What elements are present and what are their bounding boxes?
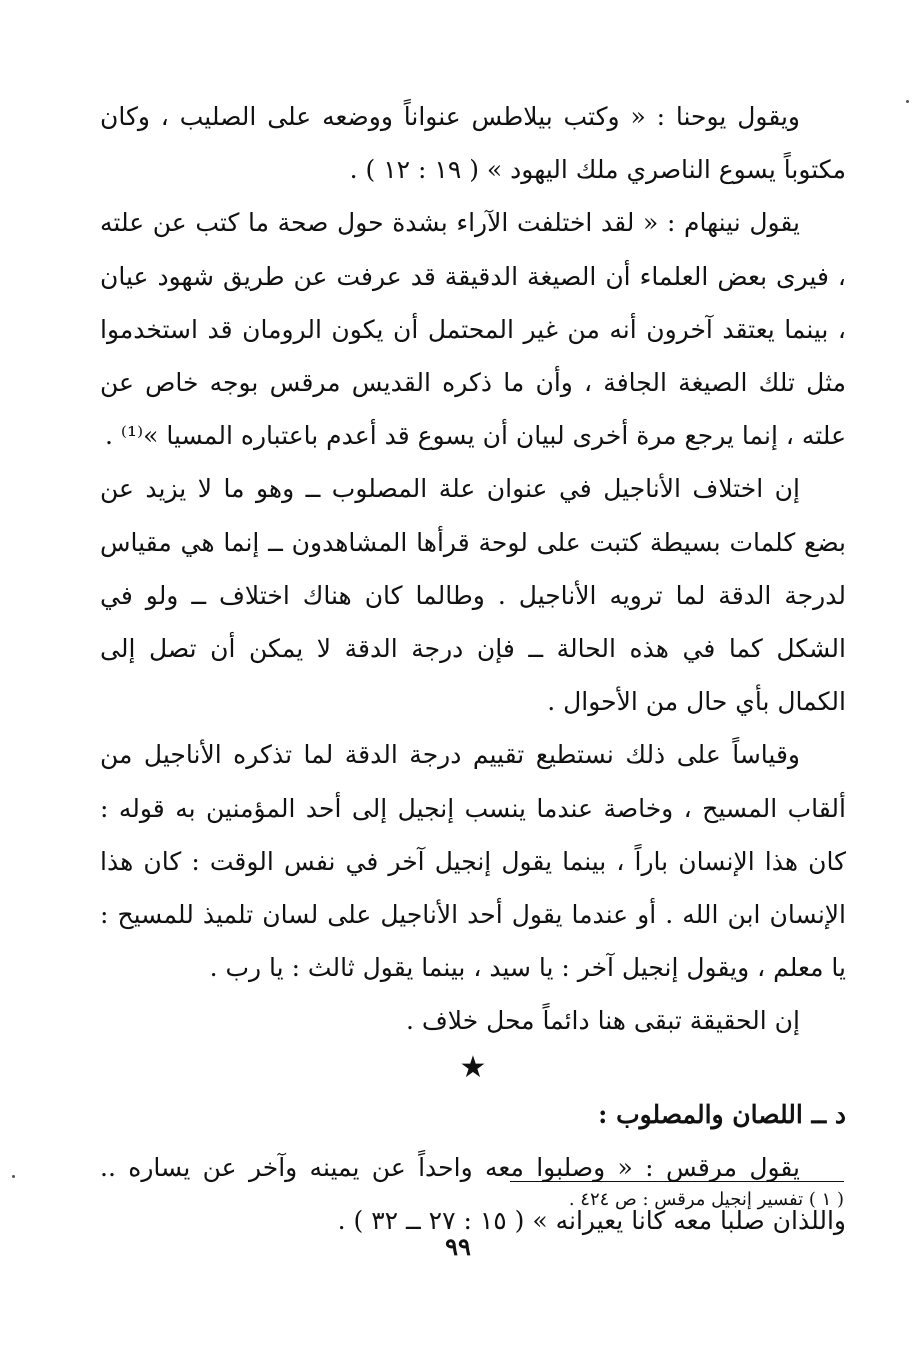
- footnote: ( ١ ) تفسير إنجيل مرقس : ص ٤٢٤ .: [568, 1189, 844, 1210]
- footnote-divider: [510, 1181, 844, 1182]
- scan-speck: [12, 1175, 15, 1178]
- paragraph-titles-of-christ: وقياساً على ذلك نستطيع تقييم درجة الدقة لما تذكره الأناجيل من ألقاب المسيح ، وخاصة عندما ينسب إنجيل إلى أحد المؤمنين به قوله : كان هذا الإنسان باراً ، بينما يقول إنجيل آخر في نفس الوقت : كان هذا الإنسان ابن الله . أو عندما يقول أحد الأناجيل على لسان تلميذ للمسيح : يا معلم ، ويقول إنجيل آخر : يا سيد ، بينما يقول ثالث : يا رب .: [100, 740, 846, 983]
- section-heading: د ــ اللصان والمصلوب :: [598, 1099, 846, 1129]
- paragraph-nineham-quote: يقول نينهام : « لقد اختلفت الآراء بشدة حول صحة ما كتب عن علته ، فيرى بعض العلماء أن الصيغة الدقيقة قد عرفت عن طريق شهود عيان ، بينما يعتقد آخرون أنه من غير المحتمل أن يكون الرومان قد استخدموا مثل تلك الصيغة الجافة ، وأن ما ذكره القديس مرقس بوجه خاص عن علته ، إنما يرجع مرة أخرى لبيان أن يسوع قد أعدم باعتباره المسيا »⁽¹⁾ .: [100, 208, 846, 451]
- section-separator-star: ★: [459, 1049, 487, 1085]
- paragraph-john-quote: ويقول يوحنا : « وكتب بيلاطس عنواناً ووضعه على الصليب ، وكان مكتوباً يسوع الناصري ملك اليهود » ( ١٩ : ١٢ ) .: [100, 102, 846, 185]
- body-text: [100, 90, 846, 1247]
- paragraph-mark-quote: يقول مرقس : « وصلبوا معه واحداً عن يمينه وآخر عن يساره .. واللذان صلبا معه كانا يعيرانه » ( ١٥ : ٢٧ ــ ٣٢ ) .: [100, 1152, 846, 1236]
- paragraph-gospel-difference: إن اختلاف الأناجيل في عنوان علة المصلوب ــ وهو ما لا يزيد عن بضع كلمات بسيطة كتبت على لوحة قرأها المشاهدون ــ إنما هي مقياس لدرجة الدقة لما ترويه الأناجيل . وطالما كان هناك اختلاف ــ ولو في الشكل كما في هذه الحالة ــ فإن درجة الدقة لا يمكن أن تصل إلى الكمال بأي حال من الأحوال .: [100, 474, 846, 717]
- paragraph-truth-disputed: إن الحقيقة تبقى هنا دائماً محل خلاف .: [405, 1006, 800, 1036]
- scan-speck: [906, 100, 909, 103]
- page-number: ٩٩: [445, 1232, 471, 1261]
